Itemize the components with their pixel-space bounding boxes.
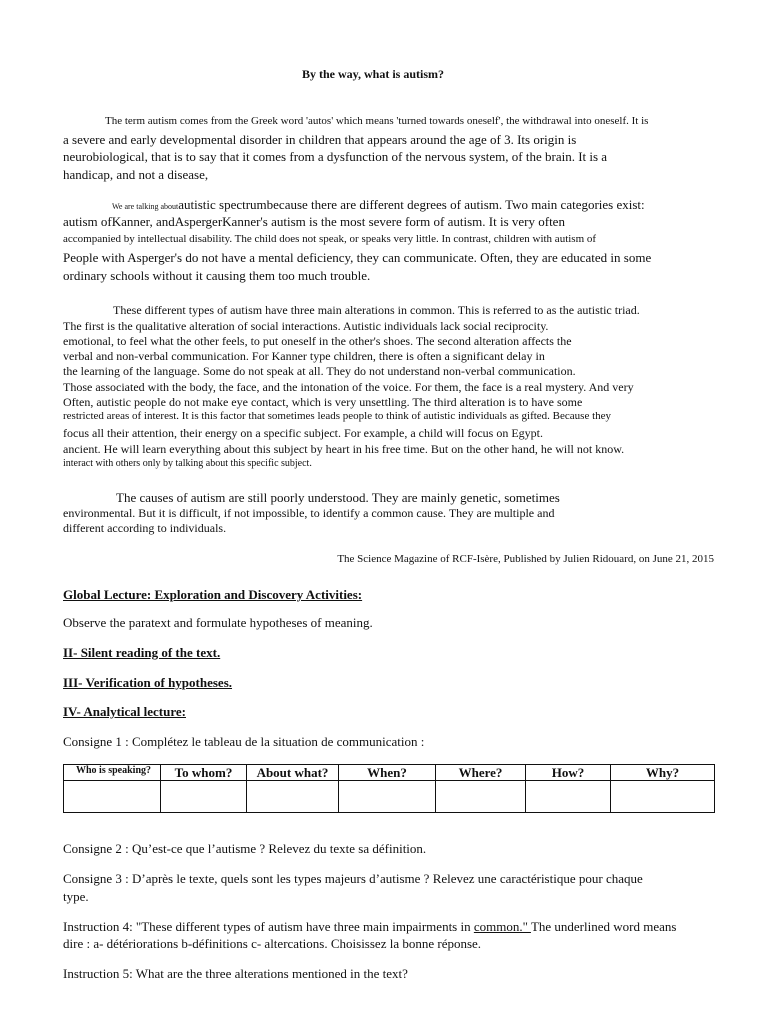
paragraph-line: Often, autistic people do not make eye contact, which is very unsettling. The third alteration is to have some (63, 395, 583, 409)
consigne-3-continued: type. (63, 889, 89, 904)
paragraph-line: The first is the qualitative alteration of social interactions. Autistic individuals lack social reciprocity. (63, 319, 549, 333)
table-header-cell: About what? (247, 765, 339, 781)
small-prefix: We are talking about (112, 202, 179, 211)
table-header-cell: How? (526, 765, 611, 781)
answer-cell[interactable] (64, 781, 161, 813)
paragraph-line: neurobiological, that is to say that it comes from a dysfunction of the nervous system, of the brain. It is a (63, 149, 608, 164)
table-header-row (64, 765, 715, 781)
answer-cell[interactable] (247, 781, 339, 813)
paragraph-line: interact with others only by talking about this specific subject. (63, 458, 312, 469)
paragraph-line: Those associated with the body, the face, and the intonation of the voice. For them, the face is a real mystery. And very (63, 380, 634, 394)
instruction-5: Instruction 5: What are the three alterations mentioned in the text? (63, 966, 408, 981)
answer-cell[interactable] (339, 781, 436, 813)
paragraph-line: accompanied by intellectual disability. The child does not speak, or speaks very little. In contrast, children with autism of (63, 233, 597, 245)
paragraph-line: verbal and non-verbal communication. For Kanner type children, there is often a significant delay in (63, 349, 545, 363)
paragraph-line: The causes of autism are still poorly understood. They are mainly genetic, sometimes (116, 490, 560, 505)
consigne-2: Consigne 2 : Qu’est-ce que l’autisme ? Relevez du texte sa définition. (63, 841, 427, 856)
article-title: By the way, what is autism? (302, 67, 445, 81)
table-header-cell: To whom? (161, 765, 247, 781)
table-header-cell: Who is speaking? (64, 765, 161, 781)
table-header-cell: When? (339, 765, 436, 781)
table-header-cell: Why? (611, 765, 715, 781)
consigne-1: Consigne 1 : Complétez le tableau de la situation de communication : (63, 734, 425, 749)
paragraph-line: a severe and early developmental disorder in children that appears around the age of 3. Its origin is (63, 132, 577, 147)
table-answer-row (64, 781, 715, 813)
communication-table (63, 764, 715, 813)
instruction-4-text-end: The underlined word means (530, 919, 677, 934)
paragraph-line-rest: autistic spectrumbecause there are different degrees of autism. Two main categories exist: (178, 197, 645, 212)
paragraph-line: These different types of autism have three main alterations in common. This is referred to as the autistic triad. (113, 303, 640, 317)
observe-instruction: Observe the paratext and formulate hypotheses of meaning. (63, 615, 373, 630)
paragraph-line (112, 198, 645, 211)
paragraph-line: emotional, to feel what the other feels, to put oneself in the other's shoes. The second alteration affects the (63, 334, 572, 348)
paragraph-line: ordinary schools without it causing them too much trouble. (63, 268, 371, 283)
answer-cell[interactable] (611, 781, 715, 813)
section-heading-iii: III- Verification of hypotheses. (63, 675, 233, 690)
instruction-4 (63, 920, 676, 933)
consigne-3: Consigne 3 : D’après le texte, quels sont les types majeurs d’autisme ? Relevez une caractéristique pour chaque (63, 871, 643, 886)
paragraph-line: handicap, and not a disease, (63, 167, 209, 182)
paragraph-line: the learning of the language. Some do not speak at all. They do not understand non-verbal communication. (63, 364, 576, 378)
paragraph-line: focus all their attention, their energy on a specific subject. For example, a child will focus on Egypt. (63, 426, 543, 440)
answer-cell[interactable] (436, 781, 526, 813)
section-heading-ii: II- Silent reading of the text. (63, 645, 221, 660)
paragraph-line: restricted areas of interest. It is this factor that sometimes leads people to think of autistic individuals as gifted. Because they (63, 410, 612, 422)
table-header-cell: Where? (436, 765, 526, 781)
underlined-word: common." (473, 919, 531, 934)
paragraph-line: People with Asperger's do not have a mental deficiency, they can communicate. Often, they are educated in some (63, 250, 652, 265)
section-heading-iv: IV- Analytical lecture: (63, 704, 186, 719)
paragraph-line: environmental. But it is difficult, if not impossible, to identify a common cause. They are multiple and (63, 506, 555, 520)
paragraph-line: The term autism comes from the Greek word 'autos' which means 'turned towards oneself', the withdrawal into oneself. It is (105, 115, 649, 127)
global-lecture-heading: Global Lecture: Exploration and Discovery Activities: (63, 587, 363, 602)
answer-cell[interactable] (526, 781, 611, 813)
paragraph-line: ancient. He will learn everything about this subject by heart in his free time. But on the other hand, he will not know. (63, 442, 625, 456)
source-citation: The Science Magazine of RCF-Isère, Published by Julien Ridouard, on June 21, 2015 (337, 553, 714, 565)
instruction-4-options: dire : a- détériorations b-définitions c- altercations. Choisissez la bonne réponse. (63, 936, 482, 951)
paragraph-line: different according to individuals. (63, 521, 227, 535)
instruction-4-text: Instruction 4: "These different types of autism have three main impairments in (63, 919, 474, 934)
paragraph-line: autism ofKanner, andAspergerKanner's autism is the most severe form of autism. It is very often (63, 214, 565, 229)
answer-cell[interactable] (161, 781, 247, 813)
